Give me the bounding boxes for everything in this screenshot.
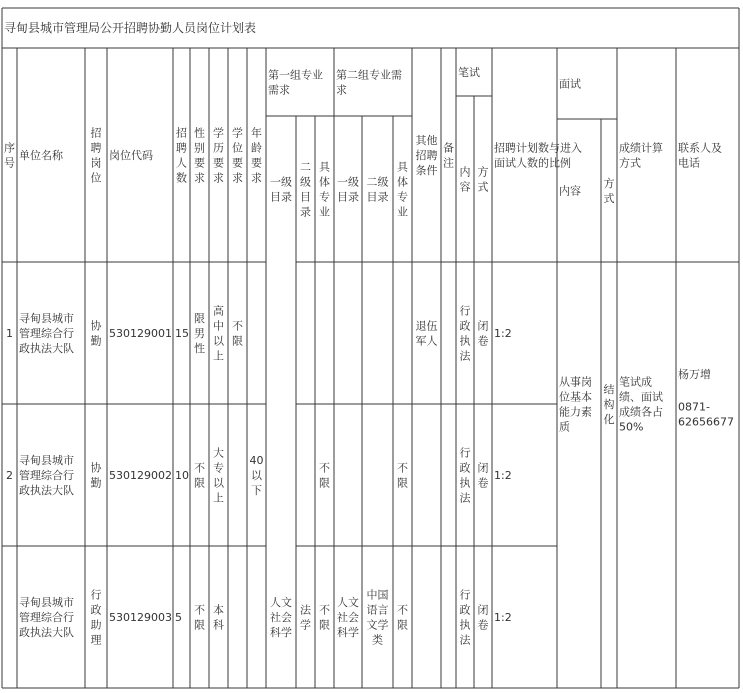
age-merged: 40 以下 <box>249 454 264 497</box>
header-count: 招聘人数 <box>176 126 187 185</box>
row-gender: 不限 <box>194 603 205 632</box>
header-other: 其他招聘条件 <box>415 134 438 177</box>
header-post: 招聘岗位 <box>90 126 102 185</box>
header-written-method: 方式 <box>477 165 489 194</box>
row-count: 10 <box>175 469 189 482</box>
row-written-content: 行政执法 <box>459 588 471 647</box>
row-post: 行政助理 <box>90 588 102 647</box>
row-ratio: 1:2 <box>494 469 512 482</box>
row-unit: 寻甸县城市管理综合行政执法大队 <box>19 454 74 497</box>
header-age: 年龄要求 <box>251 126 262 185</box>
header-interview-content: 内容 <box>559 184 581 198</box>
row-ratio: 1:2 <box>494 611 512 624</box>
row-other: 退伍军人 <box>415 319 438 348</box>
row-education: 本科 <box>213 603 224 632</box>
row-code: 530129001 <box>109 327 172 340</box>
row-written-method: 闭卷 <box>477 461 489 490</box>
row-ratio: 1:2 <box>494 327 512 340</box>
row-seq: 1 <box>6 327 13 340</box>
header-written-content: 内容 <box>459 165 471 194</box>
row-seq: 2 <box>6 469 13 482</box>
row-degree: 不限 <box>232 319 243 348</box>
header-code: 岗位代码 <box>109 149 153 162</box>
interview-method-merged: 结构化 <box>603 383 615 426</box>
header-ratio: 招聘计划数与进入面试人数的比例 <box>494 141 582 170</box>
header-g2-level1: 一级目录 <box>337 175 359 204</box>
row-education: 高中以上 <box>213 304 224 363</box>
row-post: 协勤 <box>90 319 102 348</box>
table-cells <box>4 20 734 647</box>
row-post: 协勤 <box>90 461 102 490</box>
row-g2-level1: 人文社会科学 <box>337 596 359 639</box>
header-written: 笔试 <box>458 66 480 79</box>
row-education: 大专以上 <box>213 446 224 505</box>
interview-content-merged: 从事岗位基本能力素质 <box>559 375 592 434</box>
calc-merged: 笔试成绩、面试成绩各占 50% <box>619 375 663 434</box>
row-written-content: 行政执法 <box>459 446 471 505</box>
row-count: 15 <box>175 327 189 340</box>
row-g2-level2: 中国语言文学类 <box>366 588 389 647</box>
header-interview: 面试 <box>559 77 581 91</box>
header-group2: 第二组专业需求 <box>336 68 402 97</box>
page-title: 寻甸县城市管理局公开招聘协勤人员岗位计划表 <box>4 21 257 35</box>
row-written-method: 闭卷 <box>477 319 489 348</box>
header-interview-method: 方式 <box>603 177 615 205</box>
header-seq: 序号 <box>4 141 15 170</box>
contact-name: 杨万增 <box>678 368 711 381</box>
header-g1-specific: 具体专业 <box>319 160 330 219</box>
header-degree: 学位要求 <box>232 126 243 185</box>
row-g1-specific: 不限 <box>319 603 330 632</box>
header-education: 学历要求 <box>213 126 224 185</box>
row-code: 530129002 <box>109 469 172 482</box>
header-g1-level1: 一级目录 <box>270 175 292 204</box>
header-group1: 第一组专业需求 <box>268 68 323 97</box>
header-calc: 成绩计算方式 <box>619 141 663 170</box>
row-unit: 寻甸县城市管理综合行政执法大队 <box>19 312 74 355</box>
row-g1-level2: 法学 <box>300 603 311 632</box>
table-grid-lines <box>2 8 739 688</box>
header-g1-level2: 二级目录 <box>300 160 311 219</box>
header-g2-level2: 二级目录 <box>366 175 389 204</box>
row-gender: 不限 <box>194 461 205 490</box>
row-count: 5 <box>175 611 182 624</box>
header-gender: 性别要求 <box>194 126 205 185</box>
row-g2-specific: 不限 <box>397 603 408 632</box>
header-contact: 联系人及电话 <box>678 141 722 170</box>
row-unit: 寻甸县城市管理综合行政执法大队 <box>19 596 74 639</box>
header-g2-specific: 具体专业 <box>397 160 408 219</box>
row-g2-specific: 不限 <box>397 461 408 490</box>
header-unit: 单位名称 <box>19 149 63 162</box>
row-code: 530129003 <box>109 611 172 624</box>
contact-phone: 0871-62656677 <box>678 400 734 429</box>
row-gender: 限男性 <box>194 312 205 355</box>
header-remark: 备注 <box>443 141 454 170</box>
row-g1-specific: 不限 <box>319 461 330 490</box>
row-g1-level1: 人文社会科学 <box>270 596 292 639</box>
row-written-method: 闭卷 <box>477 603 489 632</box>
row-written-content: 行政执法 <box>459 304 471 363</box>
